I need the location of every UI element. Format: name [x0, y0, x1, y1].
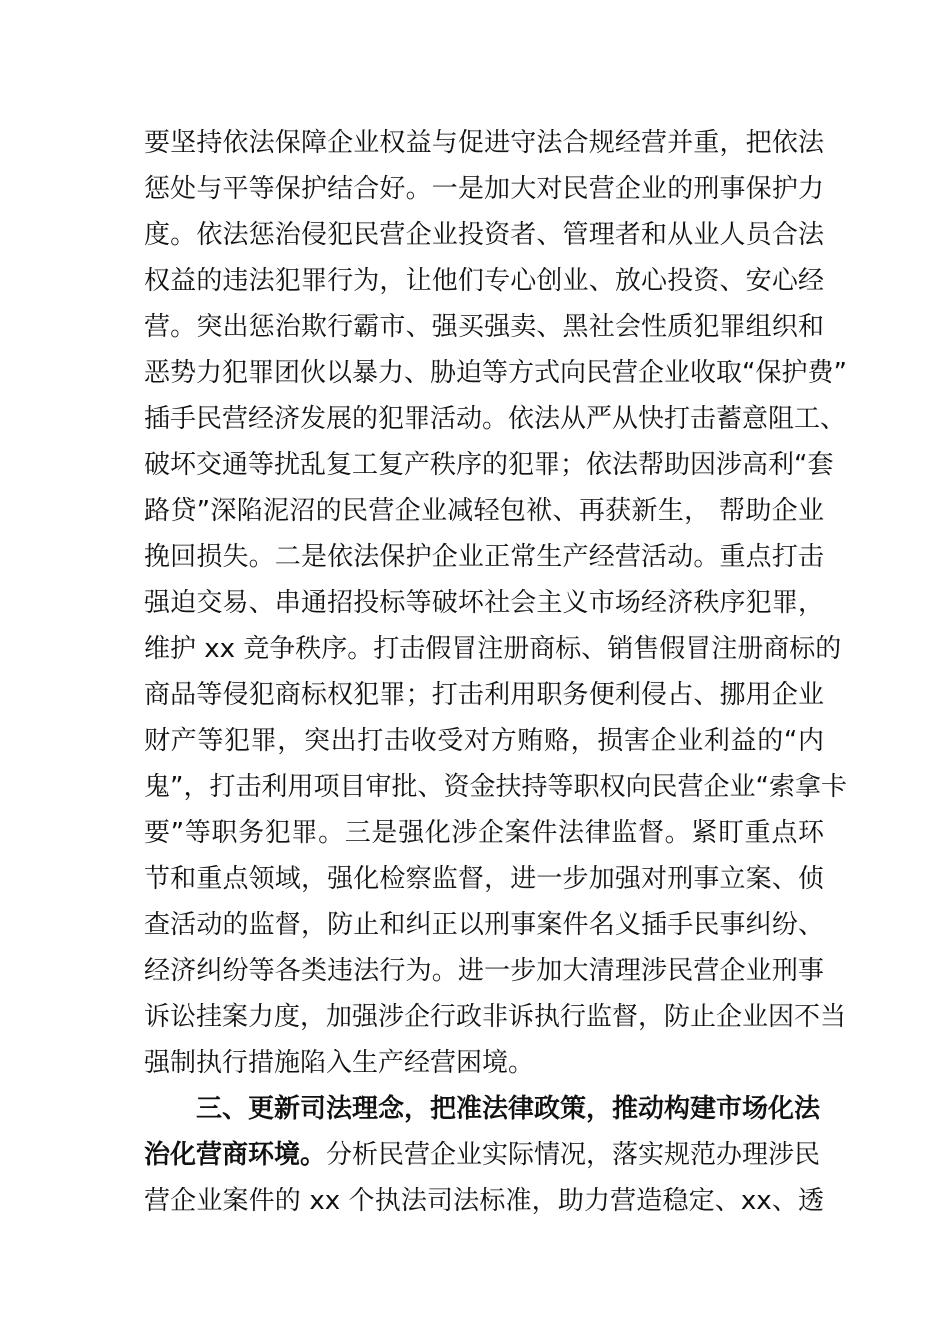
- section-heading-end: 治化营商环境。: [144, 1140, 327, 1170]
- paragraph-line: 权益的违法犯罪行为，让他们专心创业、放心投资、安心经: [144, 266, 824, 296]
- paragraph-line: 商品等侵犯商标权犯罪；打击利用职务便利侵占、挪用企业: [144, 680, 824, 710]
- paragraph-line: 财产等犯罪，突出打击收受对方贿赂，损害企业利益的“内: [144, 726, 824, 756]
- section-body-start: 分析民营企业实际情况，落实规范办理涉民: [326, 1140, 821, 1170]
- paragraph-line: 查活动的监督，防止和纠正以刑事案件名义插手民事纠纷、: [144, 910, 824, 940]
- paragraph-line: 路贷”深陷泥沼的民营企业减轻包袱、再获新生， 帮助企业: [144, 496, 824, 526]
- paragraph-line: 要坚持依法保障企业权益与促进守法合规经营并重，把依法: [144, 128, 824, 158]
- paragraph-line: 营。突出惩治欺行霸市、强买强卖、黑社会性质犯罪组织和: [144, 312, 824, 342]
- paragraph-line: 度。依法惩治侵犯民营企业投资者、管理者和从业人员合法: [144, 220, 824, 250]
- paragraph-line: 营企业案件的 xx 个执法司法标准，助力营造稳定、xx、透: [144, 1186, 824, 1216]
- section-heading: 三、更新司法理念，把准法律政策，推动构建市场化法: [196, 1094, 821, 1124]
- paragraph-line: 节和重点领域，强化检察监督，进一步加强对刑事立案、侦: [144, 864, 824, 894]
- paragraph-line: 强迫交易、串通招投标等破坏社会主义市场经济秩序犯罪，: [144, 588, 824, 618]
- paragraph-line: 维护 xx 竞争秩序。打击假冒注册商标、销售假冒注册商标的: [144, 634, 842, 664]
- paragraph-line: 插手民营经济发展的犯罪活动。依法从严从快打击蓄意阻工、: [144, 404, 847, 434]
- paragraph-line: 经济纠纷等各类违法行为。进一步加大清理涉民营企业刑事: [144, 956, 824, 986]
- paragraph-line: 惩处与平等保护结合好。一是加大对民营企业的刑事保护力: [144, 174, 824, 204]
- paragraph-line: 破坏交通等扰乱复工复产秩序的犯罪；依法帮助因涉高利“套: [144, 450, 834, 480]
- paragraph-last-line: 强制执行措施陷入生产经营困境。: [144, 1048, 535, 1078]
- paragraph-line: 鬼”，打击利用项目审批、资金扶持等职权向民营企业“索拿卡: [144, 772, 847, 802]
- paragraph-line: 挽回损失。二是依法保护企业正常生产经营活动。重点打击: [144, 542, 824, 572]
- section-heading-continuation: [144, 1132, 824, 1178]
- paragraph-line: 诉讼挂案力度，加强涉企行政非诉执行监督，防止企业因不当: [144, 1002, 847, 1032]
- paragraph-line: 要”等职务犯罪。三是强化涉企案件法律监督。紧盯重点环: [144, 818, 824, 848]
- paragraph-line: 恶势力犯罪团伙以暴力、胁迫等方式向民营企业收取“保护费”: [144, 358, 847, 388]
- body-text: [144, 120, 847, 1224]
